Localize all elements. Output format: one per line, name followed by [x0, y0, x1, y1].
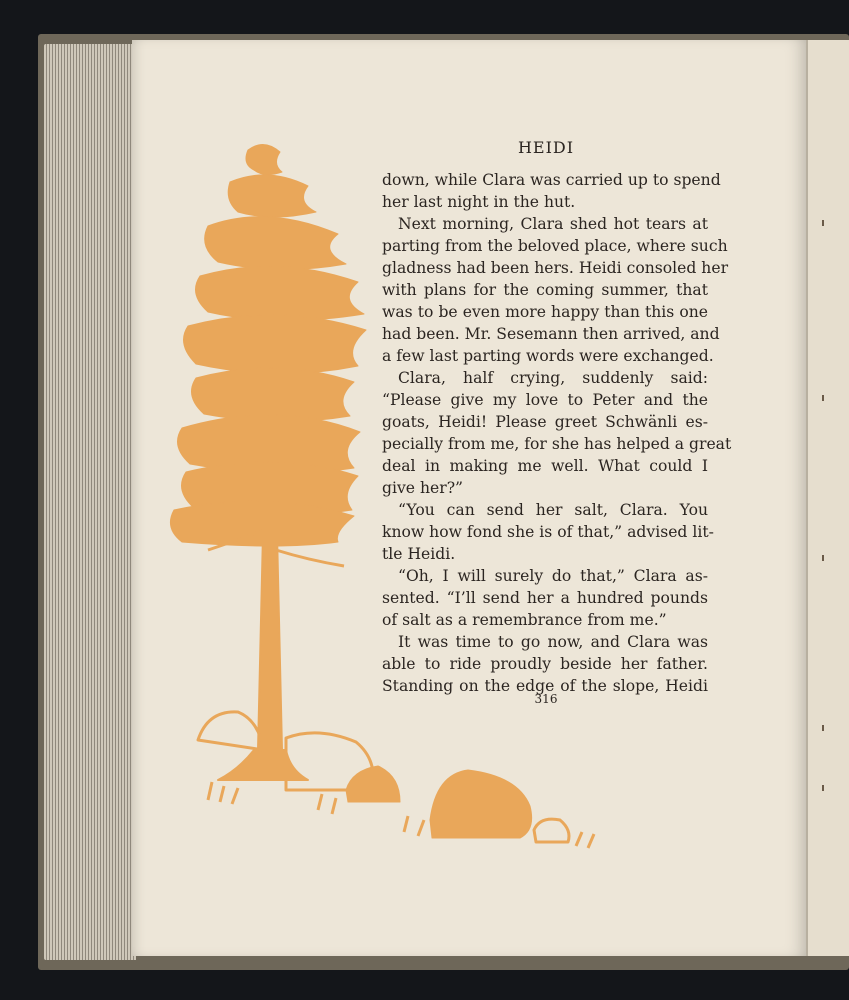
text-line: tle Heidi. — [382, 545, 456, 563]
text-line: her last night in the hut. — [382, 193, 576, 211]
text-line: It was time to go now, and Clara was — [398, 633, 708, 651]
edge-mark — [822, 555, 824, 561]
page-edges — [44, 44, 136, 960]
text-line: goats, Heidi! Please greet Schwänli es- — [382, 413, 708, 431]
text-line: was to be even more happy than this one — [382, 303, 708, 321]
text-line: deal in making me well. What could I — [382, 457, 708, 475]
text-line: Next morning, Clara shed hot tears at — [398, 215, 708, 233]
edge-mark — [822, 785, 824, 791]
text-line: gladness had been hers. Heidi consoled her — [382, 259, 729, 277]
text-line: parting from the beloved place, where such — [382, 237, 728, 255]
edge-mark — [822, 725, 824, 731]
text-line: give her?” — [382, 479, 464, 497]
text-line: “Please give my love to Peter and the — [382, 391, 708, 409]
text-line: of salt as a remembrance from me.” — [382, 611, 667, 629]
text-line: had been. Mr. Sesemann then arrived, and — [382, 325, 720, 343]
page-number: 316 — [534, 692, 558, 706]
text-line: able to ride proudly beside her father. — [382, 655, 708, 673]
running-head: HEIDI — [517, 138, 575, 157]
text-line: a few last parting words were exchanged. — [382, 347, 714, 365]
text-line: sented. “I’ll send her a hundred pounds — [382, 589, 708, 607]
edge-mark — [822, 220, 824, 226]
text-line: Standing on the edge of the slope, Heidi — [382, 677, 708, 695]
text-line: Clara, half crying, suddenly said: — [398, 369, 708, 387]
edge-mark — [822, 395, 824, 401]
text-line: know how fond she is of that,” advised lit- — [382, 523, 714, 541]
text-line: pecially from me, for she has helped a great — [382, 435, 732, 453]
text-line: “Oh, I will surely do that,” Clara as- — [398, 567, 708, 585]
text-line: down, while Clara was carried up to spend — [382, 171, 721, 189]
text-line: with plans for the coming summer, that — [382, 281, 708, 299]
body-text — [382, 169, 732, 697]
text-line: “You can send her salt, Clara. You — [398, 501, 708, 519]
next-page-edge — [806, 40, 849, 956]
